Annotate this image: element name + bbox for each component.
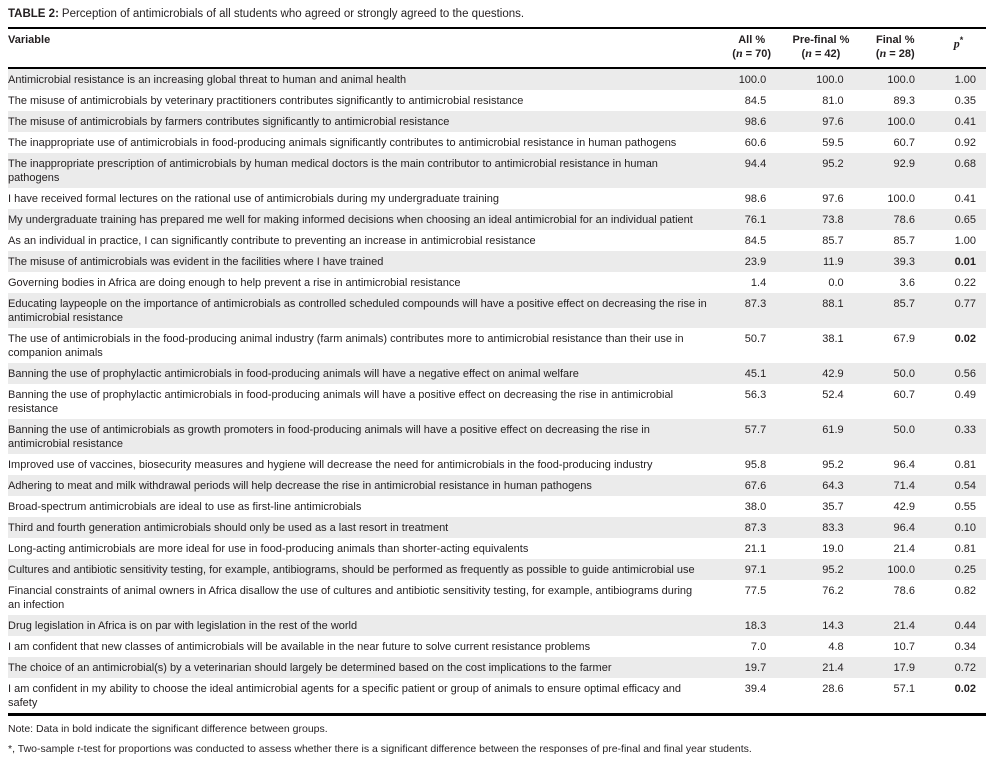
variable-cell: My undergraduate training has prepared me well for making informed decisions when choosing an ideal antimicrobial for an individual patient	[8, 214, 693, 226]
final-percent-cell: 100.0	[887, 74, 915, 86]
variable-cell: The misuse of antimicrobials was evident in the facilities where I have trained	[8, 256, 384, 268]
final-percent-cell: 96.4	[893, 522, 915, 534]
table-row	[8, 68, 986, 90]
variable-cell: The misuse of antimicrobials by farmers contributes significantly to antimicrobial resistance	[8, 116, 450, 128]
final-percent-cell: 85.7	[893, 235, 915, 247]
table-row	[8, 293, 986, 328]
prefinal-percent-cell: 88.1	[822, 298, 844, 310]
table-row	[8, 188, 986, 209]
all-percent-cell: 100.0	[738, 74, 767, 86]
variable-cell: As an individual in practice, I can significantly contribute to preventing an increase in antimicrobial resistance	[8, 235, 536, 247]
final-percent-cell: 57.1	[893, 683, 915, 695]
all-percent-cell: 38.0	[744, 501, 767, 513]
final-percent-cell: 100.0	[887, 564, 915, 576]
table-notes	[8, 713, 986, 756]
pvalue-cell: 0.54	[954, 480, 976, 492]
variable-cell: Governing bodies in Africa are doing enough to help prevent a rise in antimicrobial resistance	[8, 277, 461, 289]
all-percent-cell: 98.6	[744, 116, 767, 128]
prefinal-percent-cell: 83.3	[822, 522, 844, 534]
pvalue-cell: 0.41	[954, 116, 976, 128]
final-percent-cell: 21.4	[893, 620, 915, 632]
prefinal-percent-cell: 11.9	[823, 256, 844, 268]
all-percent-cell: 67.6	[744, 480, 767, 492]
variable-cell: The inappropriate use of antimicrobials in food-producing animals significantly contributes to antimicrobial resistance in human pathogens	[8, 137, 677, 149]
all-percent-cell: 7.0	[750, 641, 767, 653]
prefinal-percent-cell: 100.0	[816, 74, 844, 86]
prefinal-percent-cell: 21.4	[822, 662, 844, 674]
pvalue-cell: 0.68	[954, 158, 976, 170]
all-percent-cell: 23.9	[744, 256, 767, 268]
pvalue-cell: 1.00	[954, 74, 976, 86]
table-row	[8, 111, 986, 132]
final-percent-cell: 92.9	[893, 158, 915, 170]
prefinal-percent-cell: 95.2	[822, 459, 844, 471]
pvalue-cell: 0.10	[954, 522, 976, 534]
all-percent-cell: 77.5	[744, 585, 767, 597]
all-percent-cell: 60.6	[744, 137, 767, 149]
table-row	[8, 272, 986, 293]
final-percent-cell: 60.7	[893, 389, 915, 401]
variable-cell: The use of antimicrobials in the food-producing animal industry (farm animals) contributes more to antimicrobial resistance than their use in companion animals	[8, 333, 684, 359]
final-percent-cell: 96.4	[893, 459, 915, 471]
pvalue-cell: 0.34	[954, 641, 976, 653]
table-row	[8, 132, 986, 153]
table-row	[8, 636, 986, 657]
table-row	[8, 251, 986, 272]
variable-cell: Adhering to meat and milk withdrawal periods will help decrease the rise in antimicrobial resistance in human pathogens	[8, 480, 592, 492]
prefinal-percent-cell: 52.4	[822, 389, 844, 401]
variable-cell: The misuse of antimicrobials by veterinary practitioners contributes significantly to antimicrobial resistance	[8, 95, 524, 107]
note-bold-significance: Note: Data in bold indicate the significant difference between groups.	[8, 723, 328, 735]
table-row	[8, 678, 986, 713]
prefinal-percent-cell: 95.2	[822, 158, 844, 170]
pvalue-cell: 0.81	[954, 459, 976, 471]
table-row	[8, 153, 986, 188]
variable-cell: Educating laypeople on the importance of antimicrobials as controlled scheduled compounds will have a positive effect on decreasing the rise in antimicrobial resistance	[8, 298, 707, 324]
all-percent-cell: 87.3	[744, 298, 767, 310]
footnote-ttest: *, Two-sample t-test for proportions was conducted to assess whether there is a significant difference between the responses of pre-final and final year students.	[8, 743, 752, 755]
table-row	[8, 615, 986, 636]
table-row	[8, 230, 986, 251]
table-row	[8, 419, 986, 454]
variable-cell: Improved use of vaccines, biosecurity measures and hygiene will decrease the need for antimicrobials in the food-producing industry	[8, 459, 653, 471]
pvalue-cell: 0.41	[954, 193, 976, 205]
table-row	[8, 90, 986, 111]
pvalue-cell: 0.01	[954, 256, 976, 268]
prefinal-percent-cell: 61.9	[822, 424, 844, 436]
pvalue-cell: 1.00	[954, 235, 976, 247]
prefinal-percent-cell: 73.8	[822, 214, 844, 226]
table-caption-text: Perception of antimicrobials of all students who agreed or strongly agreed to the questions.	[61, 8, 525, 20]
table-number-label: TABLE 2:	[8, 8, 59, 20]
table-row	[8, 517, 986, 538]
variable-cell: Financial constraints of animal owners in Africa disallow the use of cultures and antibiotic sensitivity testing, for example, antibiograms during an infection	[8, 585, 693, 611]
variable-cell: Banning the use of antimicrobials as growth promoters in food-producing animals will have a positive effect on decreasing the rise in antimicrobial resistance	[8, 424, 650, 450]
all-percent-cell: 21.1	[744, 543, 767, 555]
column-header-all: All % (n = 70)	[721, 29, 782, 68]
prefinal-percent-cell: 28.6	[822, 683, 844, 695]
variable-cell: Drug legislation in Africa is on par with legislation in the rest of the world	[8, 620, 358, 632]
table-row	[8, 384, 986, 419]
final-percent-cell: 100.0	[887, 116, 915, 128]
table-row	[8, 475, 986, 496]
prefinal-percent-cell: 19.0	[822, 543, 844, 555]
table-row	[8, 657, 986, 678]
prefinal-percent-cell: 38.1	[822, 333, 844, 345]
prefinal-percent-cell: 85.7	[822, 235, 844, 247]
all-percent-cell: 87.3	[744, 522, 767, 534]
prefinal-percent-cell: 4.8	[828, 641, 844, 653]
pvalue-cell: 0.81	[954, 543, 976, 555]
all-percent-cell: 97.1	[744, 564, 767, 576]
pvalue-cell: 0.77	[954, 298, 976, 310]
table-row	[8, 580, 986, 615]
table-row	[8, 538, 986, 559]
pvalue-cell: 0.92	[954, 137, 976, 149]
variable-cell: Long-acting antimicrobials are more ideal for use in food-producing animals than shorter-acting equivalents	[8, 543, 529, 555]
final-percent-cell: 39.3	[893, 256, 915, 268]
prefinal-percent-cell: 59.5	[822, 137, 844, 149]
variable-cell: I have received formal lectures on the rational use of antimicrobials during my undergraduate training	[8, 193, 499, 205]
table-row	[8, 496, 986, 517]
pvalue-cell: 0.55	[954, 501, 976, 513]
all-percent-cell: 98.6	[744, 193, 767, 205]
final-percent-cell: 78.6	[893, 214, 915, 226]
final-percent-cell: 89.3	[893, 95, 915, 107]
all-percent-cell: 84.5	[744, 235, 767, 247]
final-percent-cell: 71.4	[893, 480, 915, 492]
table-row	[8, 209, 986, 230]
prefinal-percent-cell: 42.9	[822, 368, 844, 380]
column-header-final: Final % (n = 28)	[860, 29, 931, 68]
variable-cell: The choice of an antimicrobial(s) by a veterinarian should largely be determined based on the cost implications to the farmer	[8, 662, 612, 674]
prefinal-percent-cell: 97.6	[822, 116, 844, 128]
pvalue-cell: 0.82	[954, 585, 976, 597]
pvalue-cell: 0.25	[954, 564, 976, 576]
variable-cell: I am confident in my ability to choose the ideal antimicrobial agents for a specific patient or group of animals to ensure optimal efficacy and safety	[8, 683, 681, 709]
variable-cell: Broad-spectrum antimicrobials are ideal to use as first-line antimicrobials	[8, 501, 362, 513]
all-percent-cell: 76.1	[744, 214, 767, 226]
table-row	[8, 454, 986, 475]
prefinal-percent-cell: 0.0	[828, 277, 844, 289]
table-header	[8, 29, 986, 68]
prefinal-percent-cell: 81.0	[822, 95, 844, 107]
final-percent-cell: 21.4	[893, 543, 915, 555]
pvalue-cell: 0.65	[954, 214, 976, 226]
prefinal-percent-cell: 64.3	[822, 480, 844, 492]
variable-cell: Banning the use of prophylactic antimicrobials in food-producing animals will have a negative effect on animal welfare	[8, 368, 579, 380]
pvalue-cell: 0.56	[954, 368, 976, 380]
all-percent-cell: 18.3	[744, 620, 767, 632]
all-percent-cell: 39.4	[744, 683, 767, 695]
final-percent-cell: 78.6	[893, 585, 915, 597]
column-header-prefinal: Pre-final % (n = 42)	[782, 29, 859, 68]
prefinal-percent-cell: 35.7	[822, 501, 844, 513]
variable-cell: Cultures and antibiotic sensitivity testing, for example, antibiograms, should be performed as frequently as possible to guide antimicrobial use	[8, 564, 695, 576]
variable-cell: The inappropriate prescription of antimicrobials by human medical doctors is the main contributor to antimicrobial resistance in human pathogens	[8, 158, 658, 184]
perception-table	[8, 29, 986, 713]
final-percent-cell: 85.7	[893, 298, 915, 310]
final-percent-cell: 67.9	[893, 333, 915, 345]
prefinal-percent-cell: 97.6	[822, 193, 844, 205]
all-percent-cell: 56.3	[744, 389, 767, 401]
final-percent-cell: 50.0	[893, 368, 915, 380]
all-percent-cell: 94.4	[744, 158, 767, 170]
all-percent-cell: 84.5	[744, 95, 767, 107]
final-percent-cell: 10.7	[893, 641, 915, 653]
final-percent-cell: 17.9	[893, 662, 915, 674]
all-percent-cell: 95.8	[744, 459, 767, 471]
prefinal-percent-cell: 95.2	[822, 564, 844, 576]
table-row	[8, 363, 986, 384]
prefinal-percent-cell: 14.3	[822, 620, 844, 632]
all-percent-cell: 45.1	[744, 368, 767, 380]
pvalue-cell: 0.72	[954, 662, 976, 674]
variable-cell: Antimicrobial resistance is an increasing global threat to human and animal health	[8, 74, 407, 86]
all-percent-cell: 57.7	[744, 424, 767, 436]
pvalue-cell: 0.49	[954, 389, 976, 401]
final-percent-cell: 50.0	[893, 424, 915, 436]
all-percent-cell: 1.4	[750, 277, 767, 289]
final-percent-cell: 60.7	[893, 137, 915, 149]
table-row	[8, 328, 986, 363]
pvalue-cell: 0.44	[954, 620, 976, 632]
table-title	[8, 5, 986, 29]
variable-cell: Third and fourth generation antimicrobials should only be used as a last resort in treatment	[8, 522, 449, 534]
column-header-pvalue: p*	[931, 29, 986, 68]
header-row	[8, 29, 986, 68]
table-body	[8, 68, 986, 713]
pvalue-cell: 0.22	[954, 277, 976, 289]
all-percent-cell: 19.7	[744, 662, 767, 674]
prefinal-percent-cell: 76.2	[822, 585, 844, 597]
final-percent-cell: 100.0	[887, 193, 915, 205]
final-percent-cell: 42.9	[893, 501, 915, 513]
final-percent-cell: 3.6	[899, 277, 915, 289]
table-row	[8, 559, 986, 580]
column-header-variable: Variable	[8, 29, 721, 68]
pvalue-cell: 0.35	[954, 95, 976, 107]
pvalue-cell: 0.02	[954, 683, 976, 695]
variable-cell: I am confident that new classes of antimicrobials will be available in the near future to solve current resistance problems	[8, 641, 591, 653]
all-percent-cell: 50.7	[744, 333, 767, 345]
pvalue-cell: 0.33	[954, 424, 976, 436]
pvalue-cell: 0.02	[954, 333, 976, 345]
variable-cell: Banning the use of prophylactic antimicrobials in food-producing animals will have a positive effect on decreasing the rise in antimicrobial resistance	[8, 389, 674, 415]
